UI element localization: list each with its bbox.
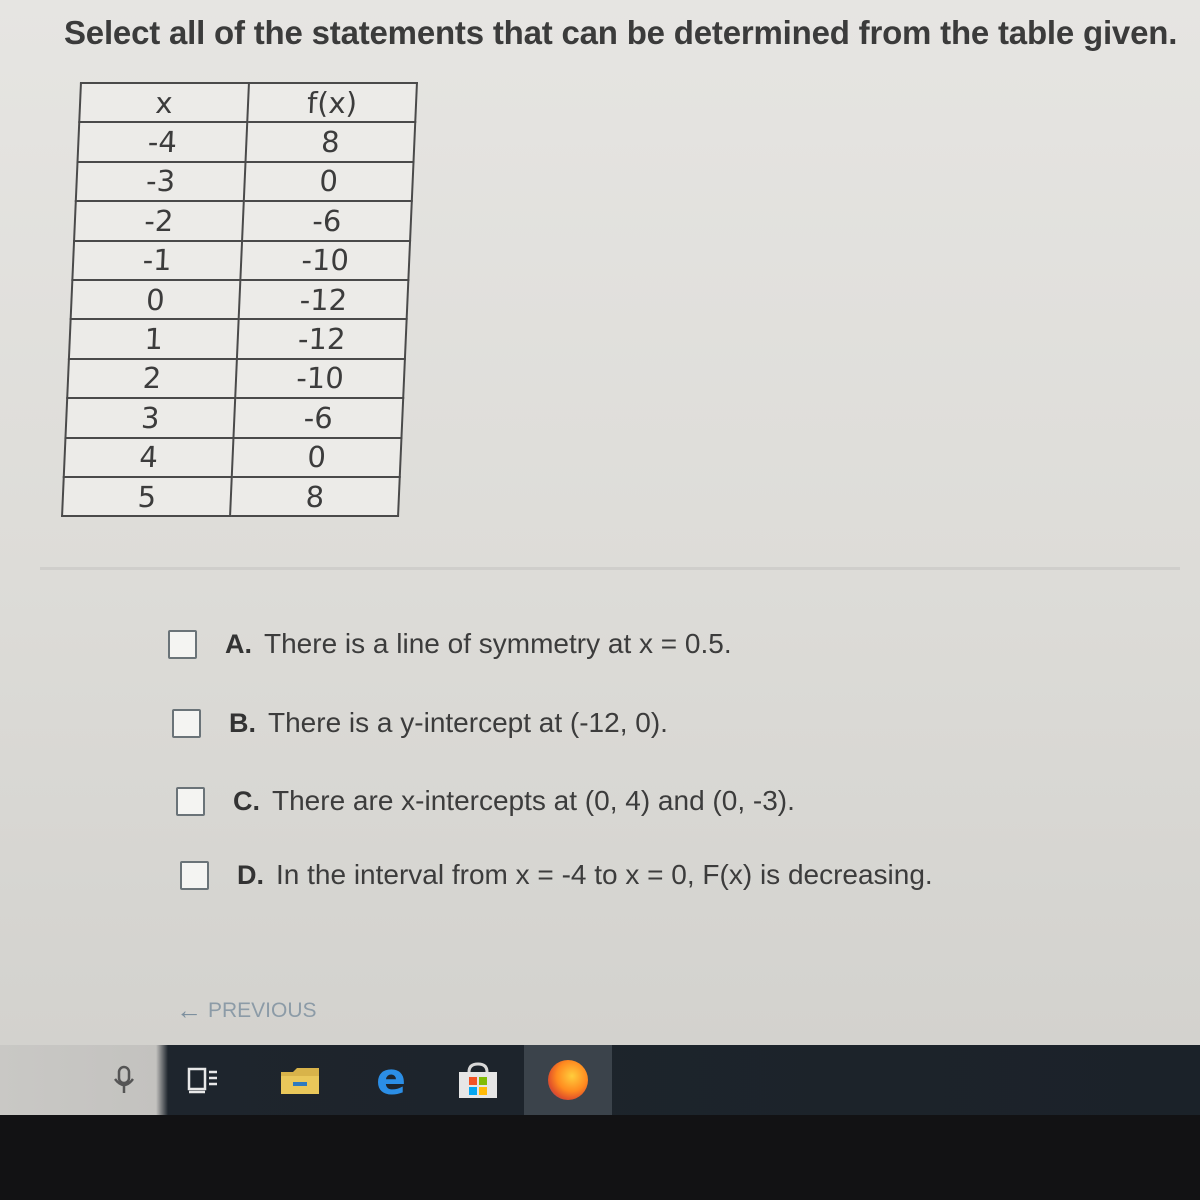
option-d-letter: D. [237, 859, 264, 890]
option-b-checkbox[interactable] [172, 709, 201, 738]
column-header-fx: f(x) [247, 83, 417, 122]
x-cell: -3 [76, 162, 246, 201]
x-cell: -1 [72, 241, 242, 280]
option-d-checkbox[interactable] [180, 861, 209, 890]
file-explorer-icon[interactable] [278, 1065, 322, 1097]
x-cell: 0 [71, 280, 241, 319]
option-c-text: There are x-intercepts at (0, 4) and (0, -3). [272, 785, 795, 816]
column-header-x: x [79, 83, 249, 122]
microphone-icon[interactable] [110, 1063, 138, 1097]
fx-cell: 8 [230, 477, 400, 516]
x-cell: 4 [64, 438, 234, 477]
previous-button[interactable] [176, 995, 317, 1026]
x-cell: 1 [69, 319, 239, 358]
table-row [69, 319, 407, 358]
option-c[interactable] [176, 785, 795, 817]
previous-label: PREVIOUS [208, 998, 317, 1022]
option-c-checkbox[interactable] [176, 787, 205, 816]
section-divider [40, 567, 1180, 570]
question-prompt: Select all of the statements that can be determined from the table given. [64, 14, 1178, 51]
table-row [62, 477, 400, 516]
option-b-letter: B. [229, 707, 256, 738]
taskbar [0, 1045, 1200, 1115]
fx-cell: -12 [239, 280, 409, 319]
store-icon[interactable] [456, 1061, 500, 1101]
option-b-text: There is a y-intercept at (-12, 0). [268, 707, 668, 738]
fx-cell: 8 [246, 122, 416, 161]
table-row [71, 280, 409, 319]
x-cell: -4 [78, 122, 248, 161]
option-a-checkbox[interactable] [168, 630, 197, 659]
option-c-letter: C. [233, 785, 260, 816]
function-table [61, 82, 418, 517]
monitor-bezel [0, 1115, 1200, 1200]
option-a[interactable] [168, 628, 732, 660]
arrow-left-icon: ← [176, 995, 202, 1025]
fx-cell: -6 [242, 201, 412, 240]
option-a-letter: A. [225, 628, 252, 659]
table-row [72, 241, 410, 280]
table-row [78, 122, 416, 161]
table-row [65, 398, 403, 437]
task-view-icon[interactable] [186, 1065, 220, 1095]
table-row [76, 162, 414, 201]
option-d[interactable] [180, 859, 933, 891]
fx-cell: -12 [237, 319, 407, 358]
option-b[interactable] [172, 707, 668, 739]
fx-cell: 0 [244, 162, 414, 201]
fx-cell: -6 [233, 398, 403, 437]
option-d-text: In the interval from x = -4 to x = 0, F(x) is decreasing. [276, 859, 933, 890]
table-row [67, 359, 405, 398]
edge-browser-icon[interactable]: e [376, 1054, 406, 1105]
fx-cell: 0 [232, 438, 402, 477]
table-row [74, 201, 412, 240]
table-row [64, 438, 402, 477]
x-cell: 3 [65, 398, 235, 437]
fx-cell: -10 [235, 359, 405, 398]
firefox-icon [548, 1060, 588, 1100]
firefox-taskbar-button[interactable] [524, 1045, 612, 1115]
x-cell: 2 [67, 359, 237, 398]
table-header-row [79, 83, 417, 122]
fx-cell: -10 [240, 241, 410, 280]
x-cell: -2 [74, 201, 244, 240]
x-cell: 5 [62, 477, 232, 516]
option-a-text: There is a line of symmetry at x = 0.5. [264, 628, 732, 659]
